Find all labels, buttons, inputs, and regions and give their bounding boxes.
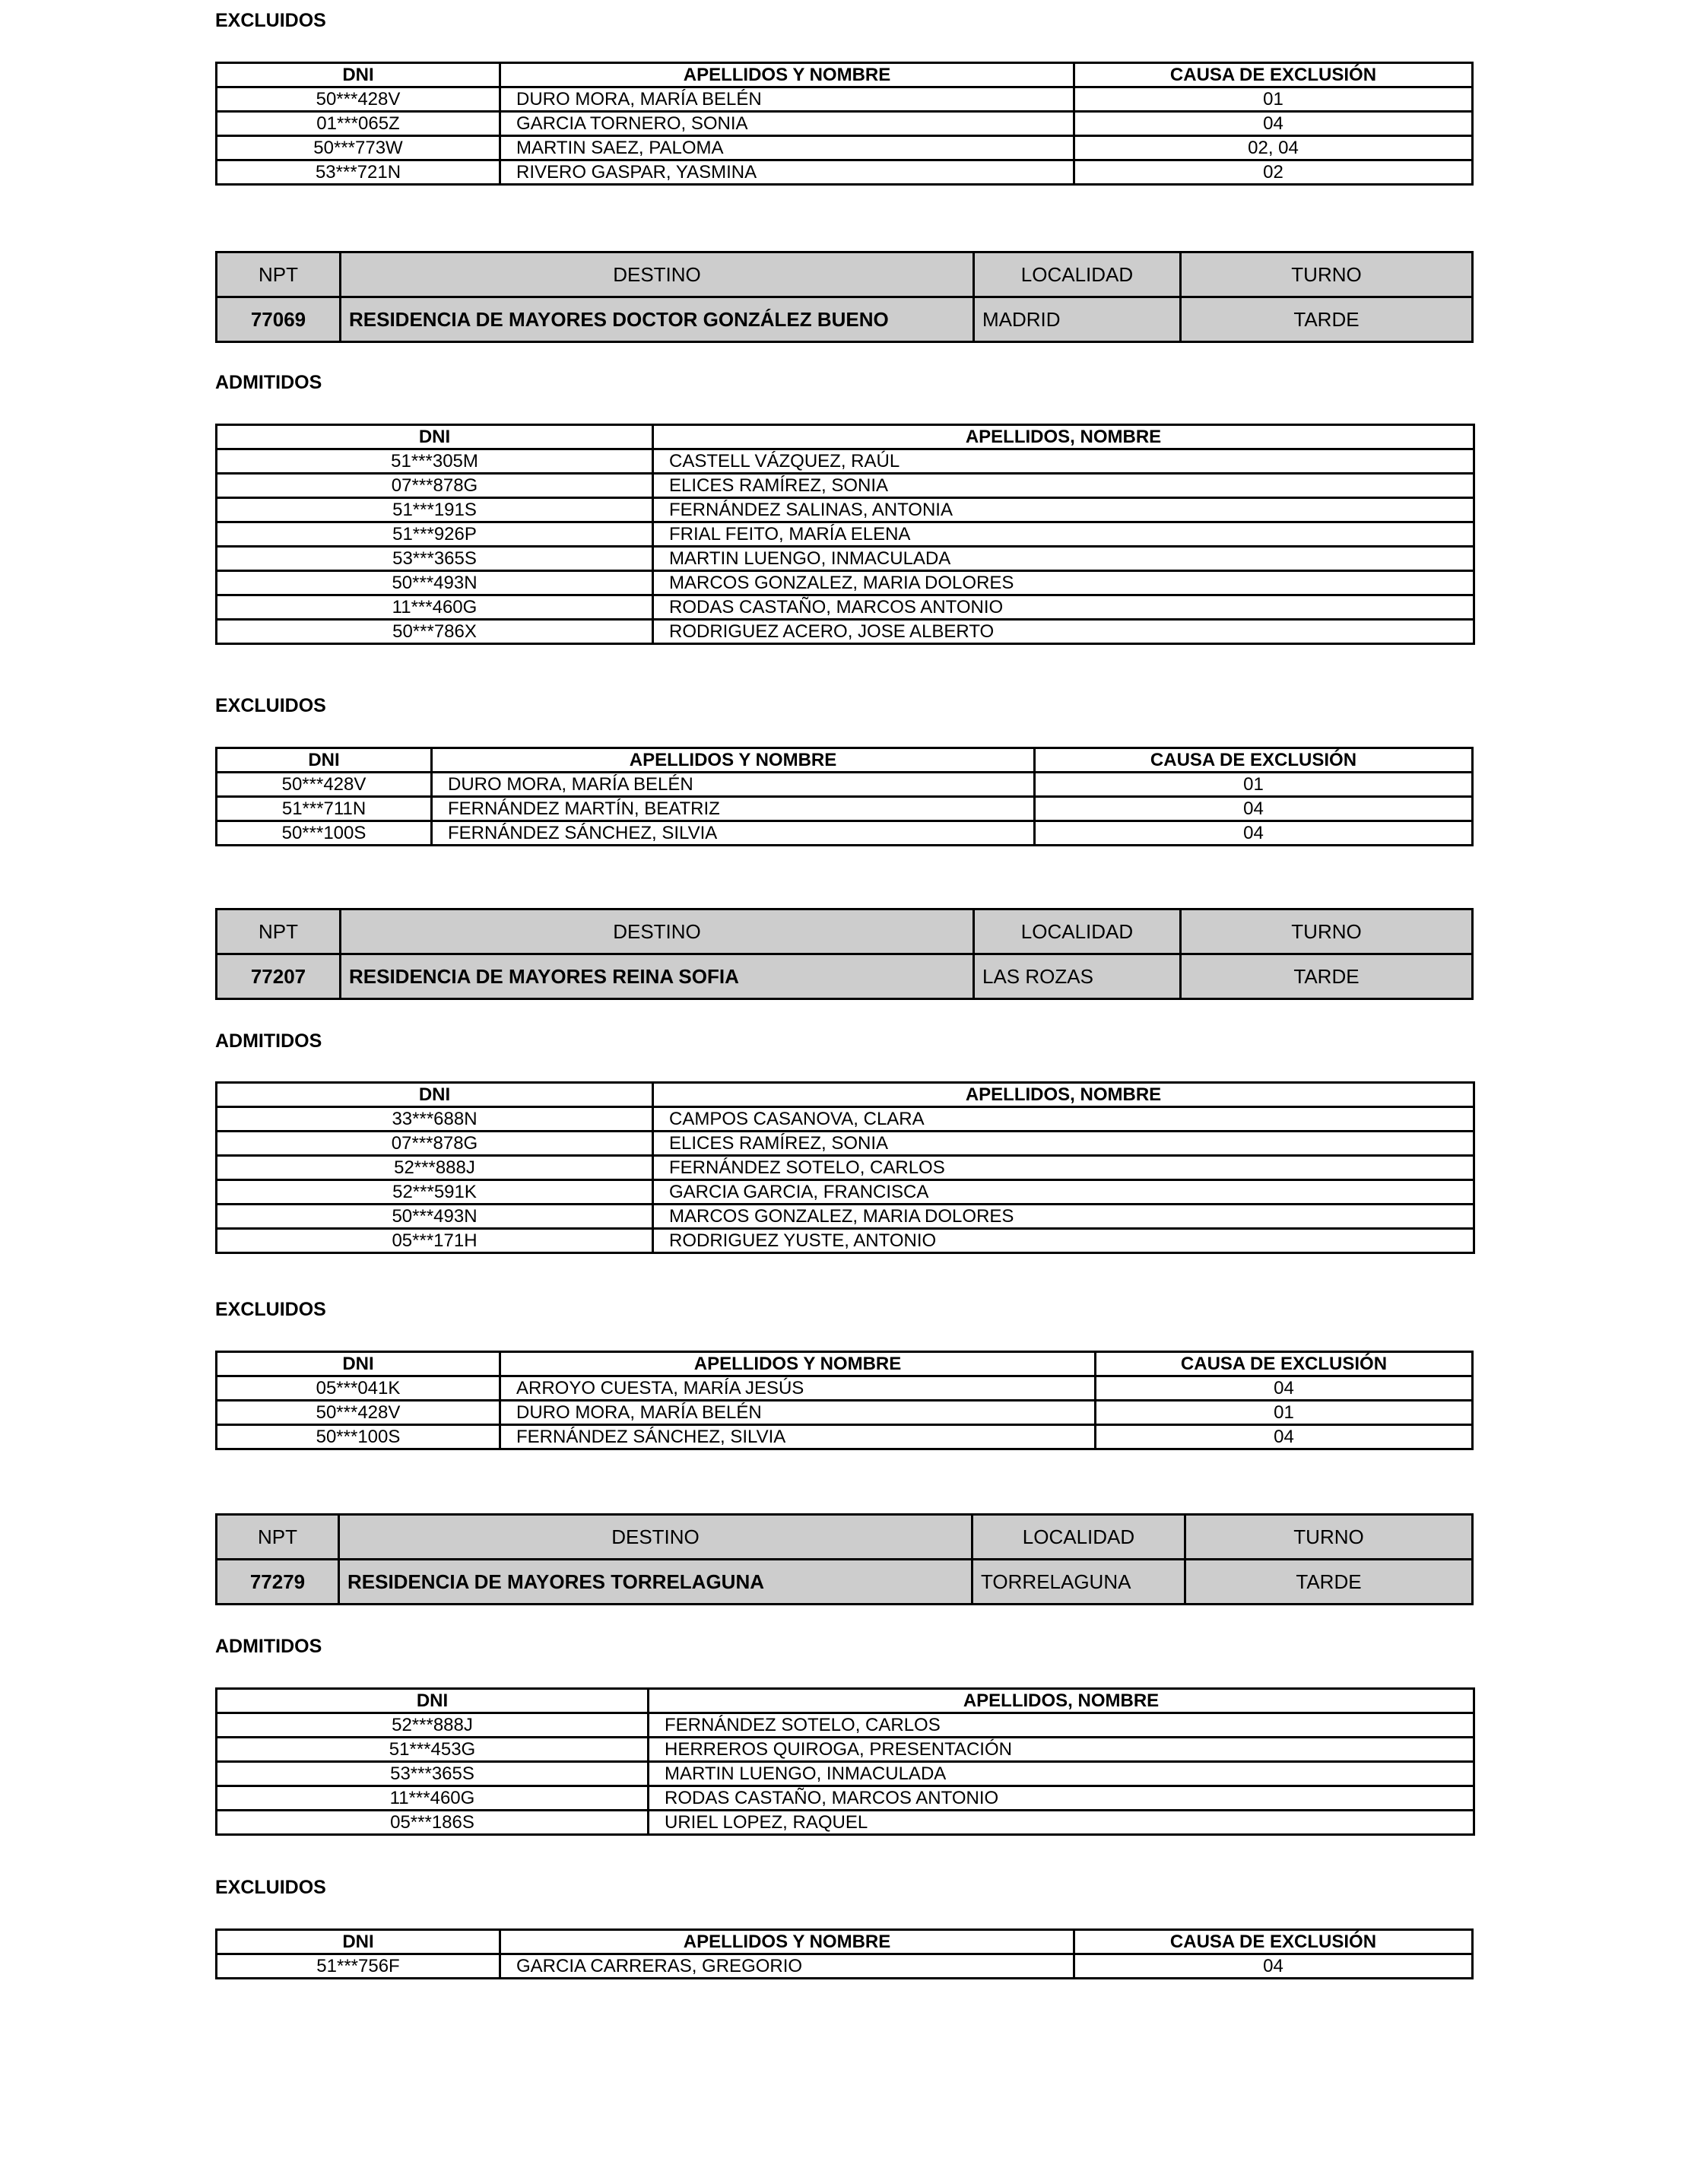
column-header-apellidos-y-nombre: APELLIDOS Y NOMBRE: [500, 63, 1074, 87]
column-header-dni: DNI: [217, 1352, 500, 1376]
cell-causa: 04: [1035, 797, 1473, 821]
cell-causa: 04: [1096, 1376, 1473, 1401]
column-header-npt: NPT: [217, 909, 341, 954]
table-row: [217, 821, 1473, 846]
excluidos-table: [215, 1928, 1474, 1979]
table-row: [217, 571, 1474, 595]
table-row: [217, 1954, 1473, 1979]
column-header-apellidos-nombre: APELLIDOS, NOMBRE: [653, 1083, 1474, 1107]
excluidos-table: [215, 1351, 1474, 1450]
column-header-dni: DNI: [217, 63, 500, 87]
cell-causa: 04: [1074, 1954, 1473, 1979]
cell-destino: RESIDENCIA DE MAYORES TORRELAGUNA: [339, 1560, 973, 1605]
column-header-causa-de-exclusion: CAUSA DE EXCLUSIÓN: [1096, 1352, 1473, 1376]
column-header-apellidos-nombre: APELLIDOS, NOMBRE: [649, 1689, 1474, 1713]
destino-row: [217, 1560, 1473, 1605]
column-header-dni: DNI: [217, 1689, 649, 1713]
cell-causa: 04: [1074, 112, 1473, 136]
destino-header-row: [217, 252, 1473, 297]
cell-nombre: RIVERO GASPAR, YASMINA: [500, 160, 1074, 185]
column-header-turno: TURNO: [1181, 252, 1473, 297]
cell-nombre: GARCIA CARRERAS, GREGORIO: [500, 1954, 1074, 1979]
column-header-localidad: LOCALIDAD: [974, 909, 1181, 954]
column-header-npt: NPT: [217, 252, 341, 297]
table-header-row: [217, 425, 1474, 449]
cell-nombre: GARCIA GARCIA, FRANCISCA: [653, 1180, 1474, 1205]
table-header-row: [217, 1930, 1473, 1954]
destino-row: [217, 297, 1473, 342]
cell-dni: 50***786X: [217, 620, 653, 644]
cell-turno: TARDE: [1181, 297, 1473, 342]
cell-nombre: ELICES RAMÍREZ, SONIA: [653, 1132, 1474, 1156]
cell-nombre: MARCOS GONZALEZ, MARIA DOLORES: [653, 571, 1474, 595]
cell-dni: 50***493N: [217, 1205, 653, 1229]
cell-dni: 07***878G: [217, 1132, 653, 1156]
cell-nombre: FERNÁNDEZ SALINAS, ANTONIA: [653, 498, 1474, 522]
cell-nombre: FERNÁNDEZ MARTÍN, BEATRIZ: [432, 797, 1035, 821]
cell-dni: 50***428V: [217, 87, 500, 112]
cell-dni: 50***428V: [217, 1401, 500, 1425]
cell-nombre: DURO MORA, MARÍA BELÉN: [500, 87, 1074, 112]
cell-nombre: FERNÁNDEZ SÁNCHEZ, SILVIA: [500, 1425, 1096, 1449]
cell-nombre: CASTELL VÁZQUEZ, RAÚL: [653, 449, 1474, 474]
cell-causa: 04: [1096, 1425, 1473, 1449]
section-heading-admitidos: ADMITIDOS: [215, 1636, 322, 1657]
column-header-apellidos-y-nombre: APELLIDOS Y NOMBRE: [500, 1930, 1074, 1954]
cell-turno: TARDE: [1181, 954, 1473, 999]
cell-nombre: MARCOS GONZALEZ, MARIA DOLORES: [653, 1205, 1474, 1229]
table-row: [217, 1156, 1474, 1180]
cell-causa: 04: [1035, 821, 1473, 846]
admitidos-table: [215, 1687, 1475, 1836]
table-row: [217, 1205, 1474, 1229]
cell-dni: 05***171H: [217, 1229, 653, 1253]
excluidos-table: [215, 62, 1474, 186]
table-header-row: [217, 63, 1473, 87]
cell-dni: 07***878G: [217, 474, 653, 498]
cell-localidad: MADRID: [974, 297, 1181, 342]
excluidos-table: [215, 747, 1474, 846]
table-row: [217, 87, 1473, 112]
cell-causa: 01: [1096, 1401, 1473, 1425]
destino-header-row: [217, 909, 1473, 954]
column-header-destino: DESTINO: [341, 909, 974, 954]
table-row: [217, 1401, 1473, 1425]
table-row: [217, 449, 1474, 474]
cell-nombre: GARCIA TORNERO, SONIA: [500, 112, 1074, 136]
column-header-localidad: LOCALIDAD: [973, 1515, 1185, 1560]
cell-causa: 02: [1074, 160, 1473, 185]
column-header-destino: DESTINO: [341, 252, 974, 297]
table-row: [217, 1786, 1474, 1811]
table-header-row: [217, 1352, 1473, 1376]
section-heading-excluidos: EXCLUIDOS: [215, 695, 326, 716]
cell-dni: 05***186S: [217, 1811, 649, 1835]
admitidos-table: [215, 424, 1475, 645]
table-row: [217, 595, 1474, 620]
cell-nombre: FERNÁNDEZ SOTELO, CARLOS: [653, 1156, 1474, 1180]
table-row: [217, 773, 1473, 797]
destino-table: [215, 251, 1474, 343]
cell-nombre: DURO MORA, MARÍA BELÉN: [432, 773, 1035, 797]
cell-nombre: RODAS CASTAÑO, MARCOS ANTONIO: [653, 595, 1474, 620]
cell-causa: 02, 04: [1074, 136, 1473, 160]
column-header-causa-de-exclusion: CAUSA DE EXCLUSIÓN: [1074, 63, 1473, 87]
cell-nombre: ARROYO CUESTA, MARÍA JESÚS: [500, 1376, 1096, 1401]
cell-dni: 53***365S: [217, 1762, 649, 1786]
cell-turno: TARDE: [1185, 1560, 1473, 1605]
column-header-causa-de-exclusion: CAUSA DE EXCLUSIÓN: [1074, 1930, 1473, 1954]
section-heading-excluidos: EXCLUIDOS: [215, 1299, 326, 1320]
cell-dni: 51***453G: [217, 1738, 649, 1762]
table-row: [217, 1107, 1474, 1132]
table-row: [217, 1132, 1474, 1156]
column-header-apellidos-y-nombre: APELLIDOS Y NOMBRE: [500, 1352, 1096, 1376]
destino-table: [215, 908, 1474, 1000]
cell-localidad: LAS ROZAS: [974, 954, 1181, 999]
cell-destino: RESIDENCIA DE MAYORES DOCTOR GONZÁLEZ BUENO: [341, 297, 974, 342]
column-header-dni: DNI: [217, 1083, 653, 1107]
cell-dni: 51***305M: [217, 449, 653, 474]
column-header-dni: DNI: [217, 1930, 500, 1954]
cell-localidad: TORRELAGUNA: [973, 1560, 1185, 1605]
table-header-row: [217, 748, 1473, 773]
table-row: [217, 1738, 1474, 1762]
column-header-destino: DESTINO: [339, 1515, 973, 1560]
table-row: [217, 160, 1473, 185]
cell-dni: 33***688N: [217, 1107, 653, 1132]
cell-dni: 50***100S: [217, 1425, 500, 1449]
cell-dni: 11***460G: [217, 1786, 649, 1811]
table-row: [217, 1713, 1474, 1738]
cell-npt: 77069: [217, 297, 341, 342]
cell-nombre: CAMPOS CASANOVA, CLARA: [653, 1107, 1474, 1132]
table-row: [217, 522, 1474, 547]
cell-dni: 53***721N: [217, 160, 500, 185]
admitidos-table: [215, 1081, 1475, 1254]
table-row: [217, 620, 1474, 644]
table-row: [217, 1229, 1474, 1253]
section-heading-excluidos: EXCLUIDOS: [215, 10, 326, 31]
column-header-turno: TURNO: [1181, 909, 1473, 954]
cell-dni: 50***100S: [217, 821, 432, 846]
cell-nombre: ELICES RAMÍREZ, SONIA: [653, 474, 1474, 498]
cell-npt: 77279: [217, 1560, 339, 1605]
table-row: [217, 498, 1474, 522]
table-row: [217, 1811, 1474, 1835]
cell-dni: 51***711N: [217, 797, 432, 821]
cell-nombre: DURO MORA, MARÍA BELÉN: [500, 1401, 1096, 1425]
cell-dni: 01***065Z: [217, 112, 500, 136]
cell-dni: 51***926P: [217, 522, 653, 547]
cell-nombre: MARTIN SAEZ, PALOMA: [500, 136, 1074, 160]
cell-nombre: RODRIGUEZ ACERO, JOSE ALBERTO: [653, 620, 1474, 644]
cell-dni: 51***756F: [217, 1954, 500, 1979]
cell-dni: 50***773W: [217, 136, 500, 160]
section-heading-admitidos: ADMITIDOS: [215, 372, 322, 393]
cell-causa: 01: [1035, 773, 1473, 797]
section-heading-admitidos: ADMITIDOS: [215, 1030, 322, 1052]
column-header-causa-de-exclusion: CAUSA DE EXCLUSIÓN: [1035, 748, 1473, 773]
cell-nombre: RODAS CASTAÑO, MARCOS ANTONIO: [649, 1786, 1474, 1811]
section-heading-excluidos: EXCLUIDOS: [215, 1877, 326, 1898]
destino-table: [215, 1513, 1474, 1605]
cell-npt: 77207: [217, 954, 341, 999]
cell-causa: 01: [1074, 87, 1473, 112]
column-header-dni: DNI: [217, 425, 653, 449]
column-header-localidad: LOCALIDAD: [974, 252, 1181, 297]
cell-nombre: FRIAL FEITO, MARÍA ELENA: [653, 522, 1474, 547]
table-row: [217, 797, 1473, 821]
cell-nombre: FERNÁNDEZ SOTELO, CARLOS: [649, 1713, 1474, 1738]
cell-nombre: FERNÁNDEZ SÁNCHEZ, SILVIA: [432, 821, 1035, 846]
cell-nombre: MARTIN LUENGO, INMACULADA: [653, 547, 1474, 571]
table-row: [217, 112, 1473, 136]
table-header-row: [217, 1689, 1474, 1713]
cell-dni: 52***888J: [217, 1713, 649, 1738]
column-header-apellidos-nombre: APELLIDOS, NOMBRE: [653, 425, 1474, 449]
cell-dni: 05***041K: [217, 1376, 500, 1401]
cell-nombre: URIEL LOPEZ, RAQUEL: [649, 1811, 1474, 1835]
cell-dni: 50***493N: [217, 571, 653, 595]
table-row: [217, 1376, 1473, 1401]
cell-dni: 52***591K: [217, 1180, 653, 1205]
destino-header-row: [217, 1515, 1473, 1560]
cell-dni: 51***191S: [217, 498, 653, 522]
table-header-row: [217, 1083, 1474, 1107]
cell-dni: 52***888J: [217, 1156, 653, 1180]
table-row: [217, 1180, 1474, 1205]
table-row: [217, 1762, 1474, 1786]
column-header-apellidos-y-nombre: APELLIDOS Y NOMBRE: [432, 748, 1035, 773]
table-row: [217, 474, 1474, 498]
cell-dni: 11***460G: [217, 595, 653, 620]
column-header-dni: DNI: [217, 748, 432, 773]
cell-nombre: RODRIGUEZ YUSTE, ANTONIO: [653, 1229, 1474, 1253]
destino-row: [217, 954, 1473, 999]
cell-nombre: MARTIN LUENGO, INMACULADA: [649, 1762, 1474, 1786]
table-row: [217, 136, 1473, 160]
cell-dni: 50***428V: [217, 773, 432, 797]
table-row: [217, 547, 1474, 571]
table-row: [217, 1425, 1473, 1449]
column-header-turno: TURNO: [1185, 1515, 1473, 1560]
cell-destino: RESIDENCIA DE MAYORES REINA SOFIA: [341, 954, 974, 999]
column-header-npt: NPT: [217, 1515, 339, 1560]
cell-dni: 53***365S: [217, 547, 653, 571]
cell-nombre: HERREROS QUIROGA, PRESENTACIÓN: [649, 1738, 1474, 1762]
